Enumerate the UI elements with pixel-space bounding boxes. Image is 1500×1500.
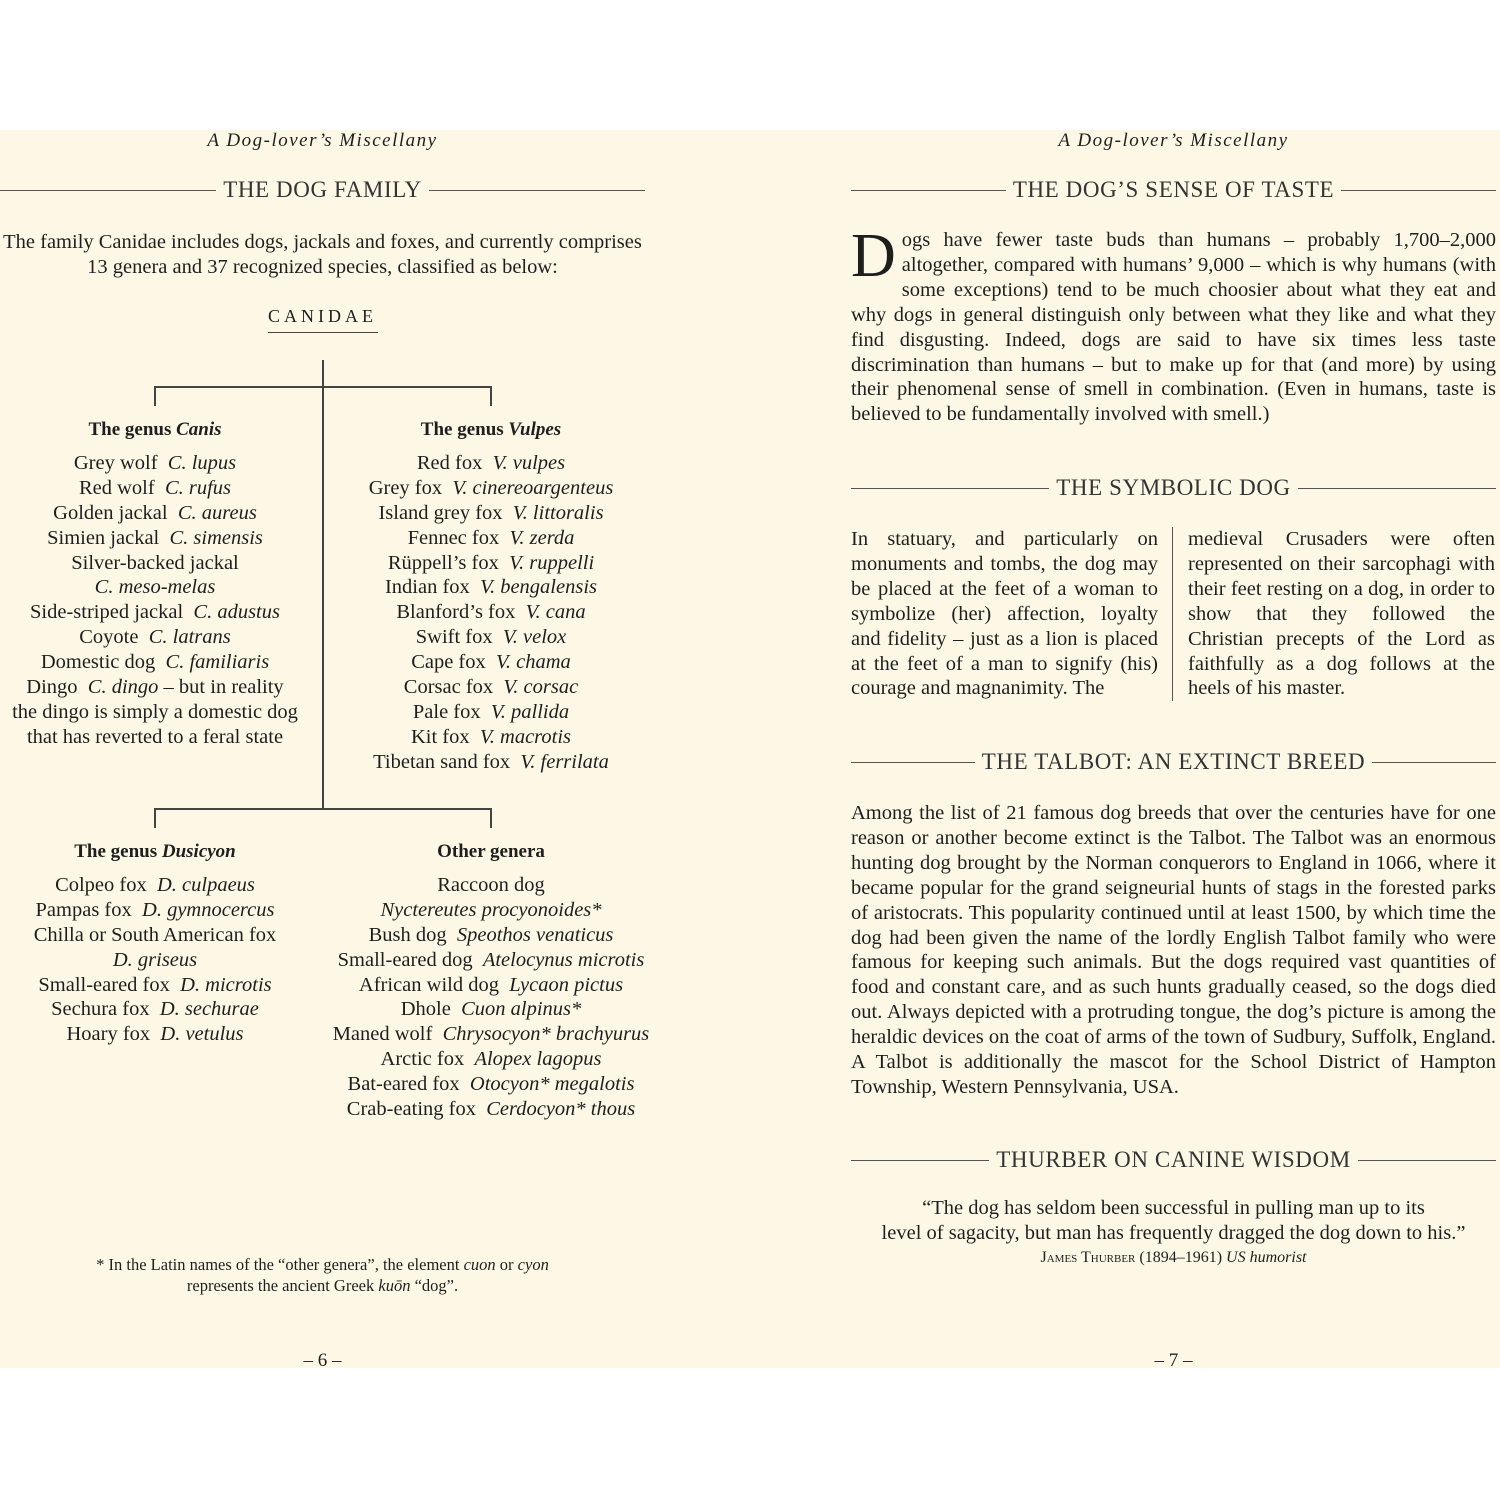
running-head-right: A Dog-lover’s Miscellany — [1058, 130, 1289, 151]
drop-cap: D — [851, 222, 896, 290]
species-entry: Dingo C. dingo – but in reality — [26, 676, 284, 699]
genus-canis-list — [0, 418, 310, 750]
tree-branch-bottom — [154, 808, 492, 810]
species-entry: Cape fox V. chama — [411, 651, 571, 674]
footnote: * In the Latin names of the “other genera”, the element cuon or cyon represents the ancient Greek kuōn “dog”. — [96, 1255, 549, 1295]
book-spread — [0, 130, 1500, 1371]
species-entry: Simien jackal C. simensis — [47, 526, 263, 549]
thurber-quote: “The dog has seldom been successful in pulling man up to its level of sagacity, but man has frequently dragged the dog down to his.” James Thurber (1894–1961) US humorist — [851, 1196, 1496, 1271]
symbolic-heading: THE SYMBOLIC DOG — [851, 473, 1496, 503]
species-entry: Bush dog Speothos venaticus — [368, 923, 614, 946]
species-entry: Side-striped jackal C. adustus — [30, 601, 280, 624]
genus-vulpes-list — [330, 418, 652, 775]
genus-heading: The genus Canis — [88, 419, 222, 440]
species-entry: Rüppell’s fox V. ruppelli — [387, 551, 595, 574]
canidae-underline — [268, 332, 378, 333]
canidae-label: CANIDAE — [268, 306, 377, 326]
page-number-left: – 6 – — [303, 1350, 342, 1371]
species-entry: that has reverted to a feral state — [26, 725, 284, 748]
right-page — [851, 130, 1496, 1371]
talbot-paragraph: Among the list of 21 famous dog breeds that over the centuries have for one reason or another become extinct is the Talbot. The Talbot was an enormous hunting dog brought by the Norman conquerors to England in 1066, where it became popular for the grand seigneurial hunts of stags in the forested parks of aristocrats. This popularity continued until at least 1500, by which time the dog had been given the name of the lordly English Talbot family who were famous for keeping such animals. But the dogs required vast quantities of food and constant care, and as such hunts gradually ceased, so the dogs died out. Always depicted with a protruding tongue, the dog’s picture is among the heraldic devices on the coat of arms of the town of Sudbury, Suffolk, England. A Talbot is additionally the mascot for the School District of Hampton Township, Western Pennsylvania, USA. — [851, 802, 1496, 1098]
genus-heading: Other genera — [437, 841, 545, 862]
symbolic-col-1: In statuary, and particularly on monuments and tombs, the dog may be placed at the feet of a woman to symbolize (her) affection, loyalty and fidelity – just as a lion is placed at the feet of a man to signify (his) courage and magnanimity. The — [851, 527, 1173, 701]
symbolic-col-2: medieval Crusaders were often represented on their sarcophagi with their feet resting on a dog, in order to show that they followed the Christian precepts of the Lord as faithfully as a dog follows at the heels of his master. — [1188, 528, 1495, 700]
taste-heading: THE DOG’S SENSE OF TASTE — [851, 175, 1496, 205]
species-entry: Dhole Cuon alpinus* — [400, 998, 582, 1021]
species-entry: Red fox V. vulpes — [416, 451, 566, 474]
species-entry: Swift fox V. velox — [415, 626, 567, 649]
species-entry: Silver-backed jackal — [71, 551, 239, 574]
species-entry: Pampas fox D. gymnocercus — [35, 898, 275, 921]
page-number-right: – 7 – — [1154, 1350, 1193, 1371]
species-entry: Blanford’s fox V. cana — [396, 601, 586, 624]
dog-family-heading: THE DOG FAMILY — [0, 175, 645, 205]
species-entry: Arctic fox Alopex lagopus — [380, 1048, 602, 1071]
species-entry: Kit fox V. macrotis — [410, 725, 572, 748]
genus-dusicyon-list — [0, 840, 310, 1047]
genus-heading: The genus Dusicyon — [74, 841, 236, 862]
species-entry: Pale fox V. pallida — [412, 700, 570, 723]
tree-drop-dusicyon — [154, 808, 156, 828]
species-entry: Golden jackal C. aureus — [53, 501, 257, 524]
species-entry: Coyote C. latrans — [79, 626, 231, 649]
tree-trunk — [322, 360, 324, 809]
taste-paragraph: Dogs have fewer taste buds than humans – probably 1,700–2,000 altogether, compared with humans’ 9,000 – which is why humans (with some exceptions) tend to be much choosier about what they eat and why dogs in general distinguish only between what they like and what they find disgusting. Indeed, dogs are said to have six times less taste discrimination than humans – but to make up for that (and more) by using their phenomenal sense of smell in combination. (Even in humans, taste is believed to be fundamentally involved with smell.) — [851, 222, 1496, 426]
species-entry: Grey fox V. cinereoargenteus — [368, 476, 614, 499]
running-head-left: A Dog-lover’s Miscellany — [207, 130, 438, 151]
species-entry: Chilla or South American fox — [33, 923, 277, 946]
species-entry: Raccoon dog — [437, 873, 545, 896]
species-entry: the dingo is simply a domestic dog — [12, 700, 298, 723]
left-page — [0, 130, 650, 1371]
other-genera-list — [330, 840, 652, 1122]
species-entry: Hoary fox D. vetulus — [66, 1023, 244, 1046]
species-entry: Domestic dog C. familiaris — [40, 651, 270, 674]
species-entry: Corsac fox V. corsac — [403, 676, 579, 699]
tree-branch-top — [154, 386, 492, 388]
species-entry: Grey wolf C. lupus — [73, 451, 237, 474]
species-entry: Colpeo fox D. culpaeus — [55, 873, 255, 896]
genus-heading: The genus Vulpes — [420, 419, 562, 440]
species-entry: Crab-eating fox Cerdocyon* thous — [346, 1098, 636, 1121]
talbot-heading: THE TALBOT: AN EXTINCT BREED — [851, 747, 1496, 777]
species-entry: Tibetan sand fox V. ferrilata — [373, 750, 609, 773]
tree-drop-canis — [154, 386, 156, 406]
species-entry: Bat-eared fox Otocyon* megalotis — [347, 1073, 635, 1096]
quote-attribution: James Thurber (1894–1961) US humorist — [1040, 1248, 1307, 1266]
species-entry: Maned wolf Chrysocyon* brachyurus — [332, 1023, 650, 1046]
species-entry: Red wolf C. rufus — [78, 476, 232, 499]
species-entry: Sechura fox D. sechurae — [51, 998, 259, 1021]
species-entry: Island grey fox V. littoralis — [378, 501, 604, 524]
tree-drop-vulpes — [490, 386, 492, 406]
species-entry: Fennec fox V. zerda — [407, 526, 575, 549]
species-entry: Small-eared fox D. microtis — [38, 973, 272, 996]
intro-paragraph: The family Canidae includes dogs, jackals and foxes, and currently comprises 13 genera and 37 recognized species, classified as below: — [3, 231, 642, 278]
tree-drop-other — [490, 808, 492, 828]
species-entry: African wild dog Lycaon pictus — [358, 973, 624, 996]
species-entry: Nyctereutes procyonoides* — [380, 898, 602, 921]
species-entry: Small-eared dog Atelocynus microtis — [337, 948, 645, 971]
species-entry: C. meso-melas — [94, 576, 216, 599]
species-entry: D. griseus — [112, 948, 198, 971]
thurber-heading: THURBER ON CANINE WISDOM — [851, 1145, 1496, 1175]
species-entry: Indian fox V. bengalensis — [384, 576, 597, 599]
symbolic-columns — [851, 527, 1496, 701]
